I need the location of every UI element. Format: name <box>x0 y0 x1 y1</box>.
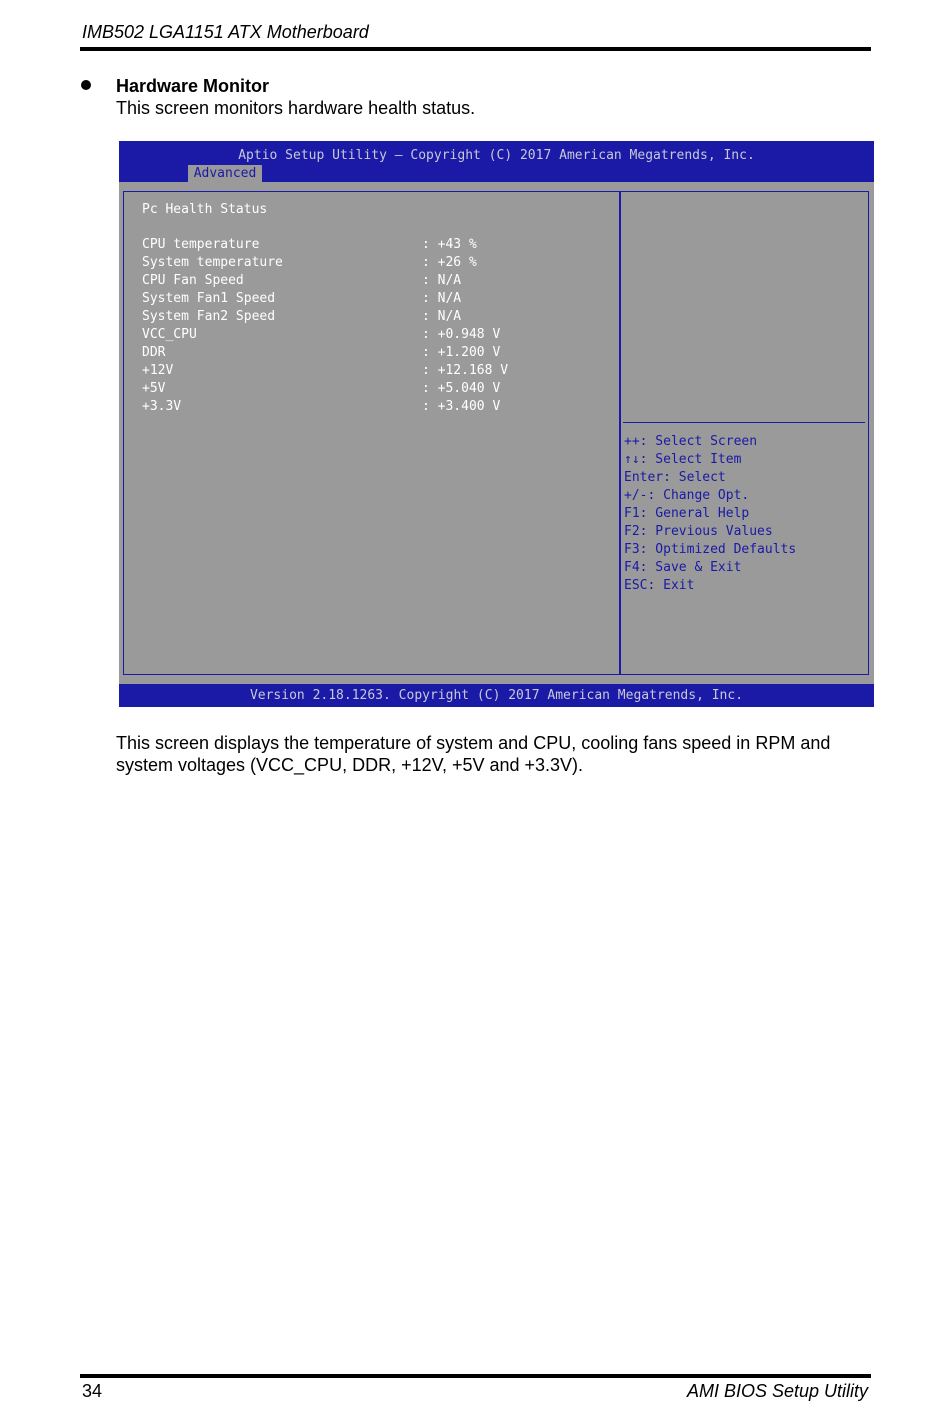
bios-row-value: : +43 % <box>422 237 477 252</box>
header-rule <box>80 47 871 51</box>
bios-title: Aptio Setup Utility – Copyright (C) 2017 American Megatrends, Inc. <box>238 148 755 163</box>
bios-row-label: +12V <box>142 363 174 378</box>
footer-title: AMI BIOS Setup Utility <box>686 1381 868 1401</box>
bios-row-value: : +26 % <box>422 255 477 270</box>
bios-row-value: : +3.400 V <box>422 399 501 414</box>
page-number: 34 <box>82 1381 103 1401</box>
help-select-screen: ++: Select Screen <box>624 434 758 449</box>
bios-row-value: : N/A <box>422 309 462 324</box>
bios-row-label: CPU temperature <box>142 237 260 252</box>
bios-row-value: : N/A <box>422 291 462 306</box>
page-header-title: IMB502 LGA1151 ATX Motherboard <box>82 22 369 42</box>
bios-version: Version 2.18.1263. Copyright (C) 2017 American Megatrends, Inc. <box>249 688 744 703</box>
bios-row-label: +5V <box>142 381 166 396</box>
help-optimized-defaults: F3: Optimized Defaults <box>624 542 797 557</box>
body-paragraph: This screen displays the temperature of system and CPU, cooling fans speed in RPM and system voltages (VCC_CPU, DDR, +12V, +5V and +3.3V). <box>116 733 831 775</box>
bios-row-label: System temperature <box>142 255 283 270</box>
footer-rule <box>80 1374 871 1378</box>
bios-row-label: CPU Fan Speed <box>142 273 244 288</box>
bios-section-heading: Pc Health Status <box>142 202 268 217</box>
bios-row-value: : +1.200 V <box>422 345 501 360</box>
bios-row-label: System Fan1 Speed <box>142 291 276 306</box>
help-save-exit: F4: Save & Exit <box>624 560 742 575</box>
help-general-help: F1: General Help <box>624 506 750 521</box>
bios-title-bar <box>119 141 874 182</box>
bios-screenshot <box>119 141 874 707</box>
help-select-item: ↑↓: Select Item <box>624 452 742 467</box>
section-description: This screen monitors hardware health status. <box>116 98 476 118</box>
help-change-opt: +/-: Change Opt. <box>624 488 750 503</box>
bios-row-value: : +12.168 V <box>422 363 509 378</box>
bios-panel-divider <box>619 191 621 675</box>
bios-row-label: VCC_CPU <box>142 327 197 342</box>
section-title: Hardware Monitor <box>116 76 270 96</box>
help-previous-values: F2: Previous Values <box>624 524 773 539</box>
bios-row-value: : N/A <box>422 273 462 288</box>
tab-advanced[interactable]: Advanced <box>188 165 262 182</box>
bios-row-value: : +0.948 V <box>422 327 501 342</box>
bullet-icon <box>81 80 91 90</box>
bios-row-label: +3.3V <box>142 399 182 414</box>
bios-help-divider <box>623 422 865 423</box>
help-enter-select: Enter: Select <box>624 470 726 485</box>
bios-status-bar <box>119 684 874 707</box>
help-esc-exit: ESC: Exit <box>624 578 695 593</box>
bios-row-label: DDR <box>142 345 166 360</box>
bios-row-label: System Fan2 Speed <box>142 309 276 324</box>
bios-row-value: : +5.040 V <box>422 381 501 396</box>
